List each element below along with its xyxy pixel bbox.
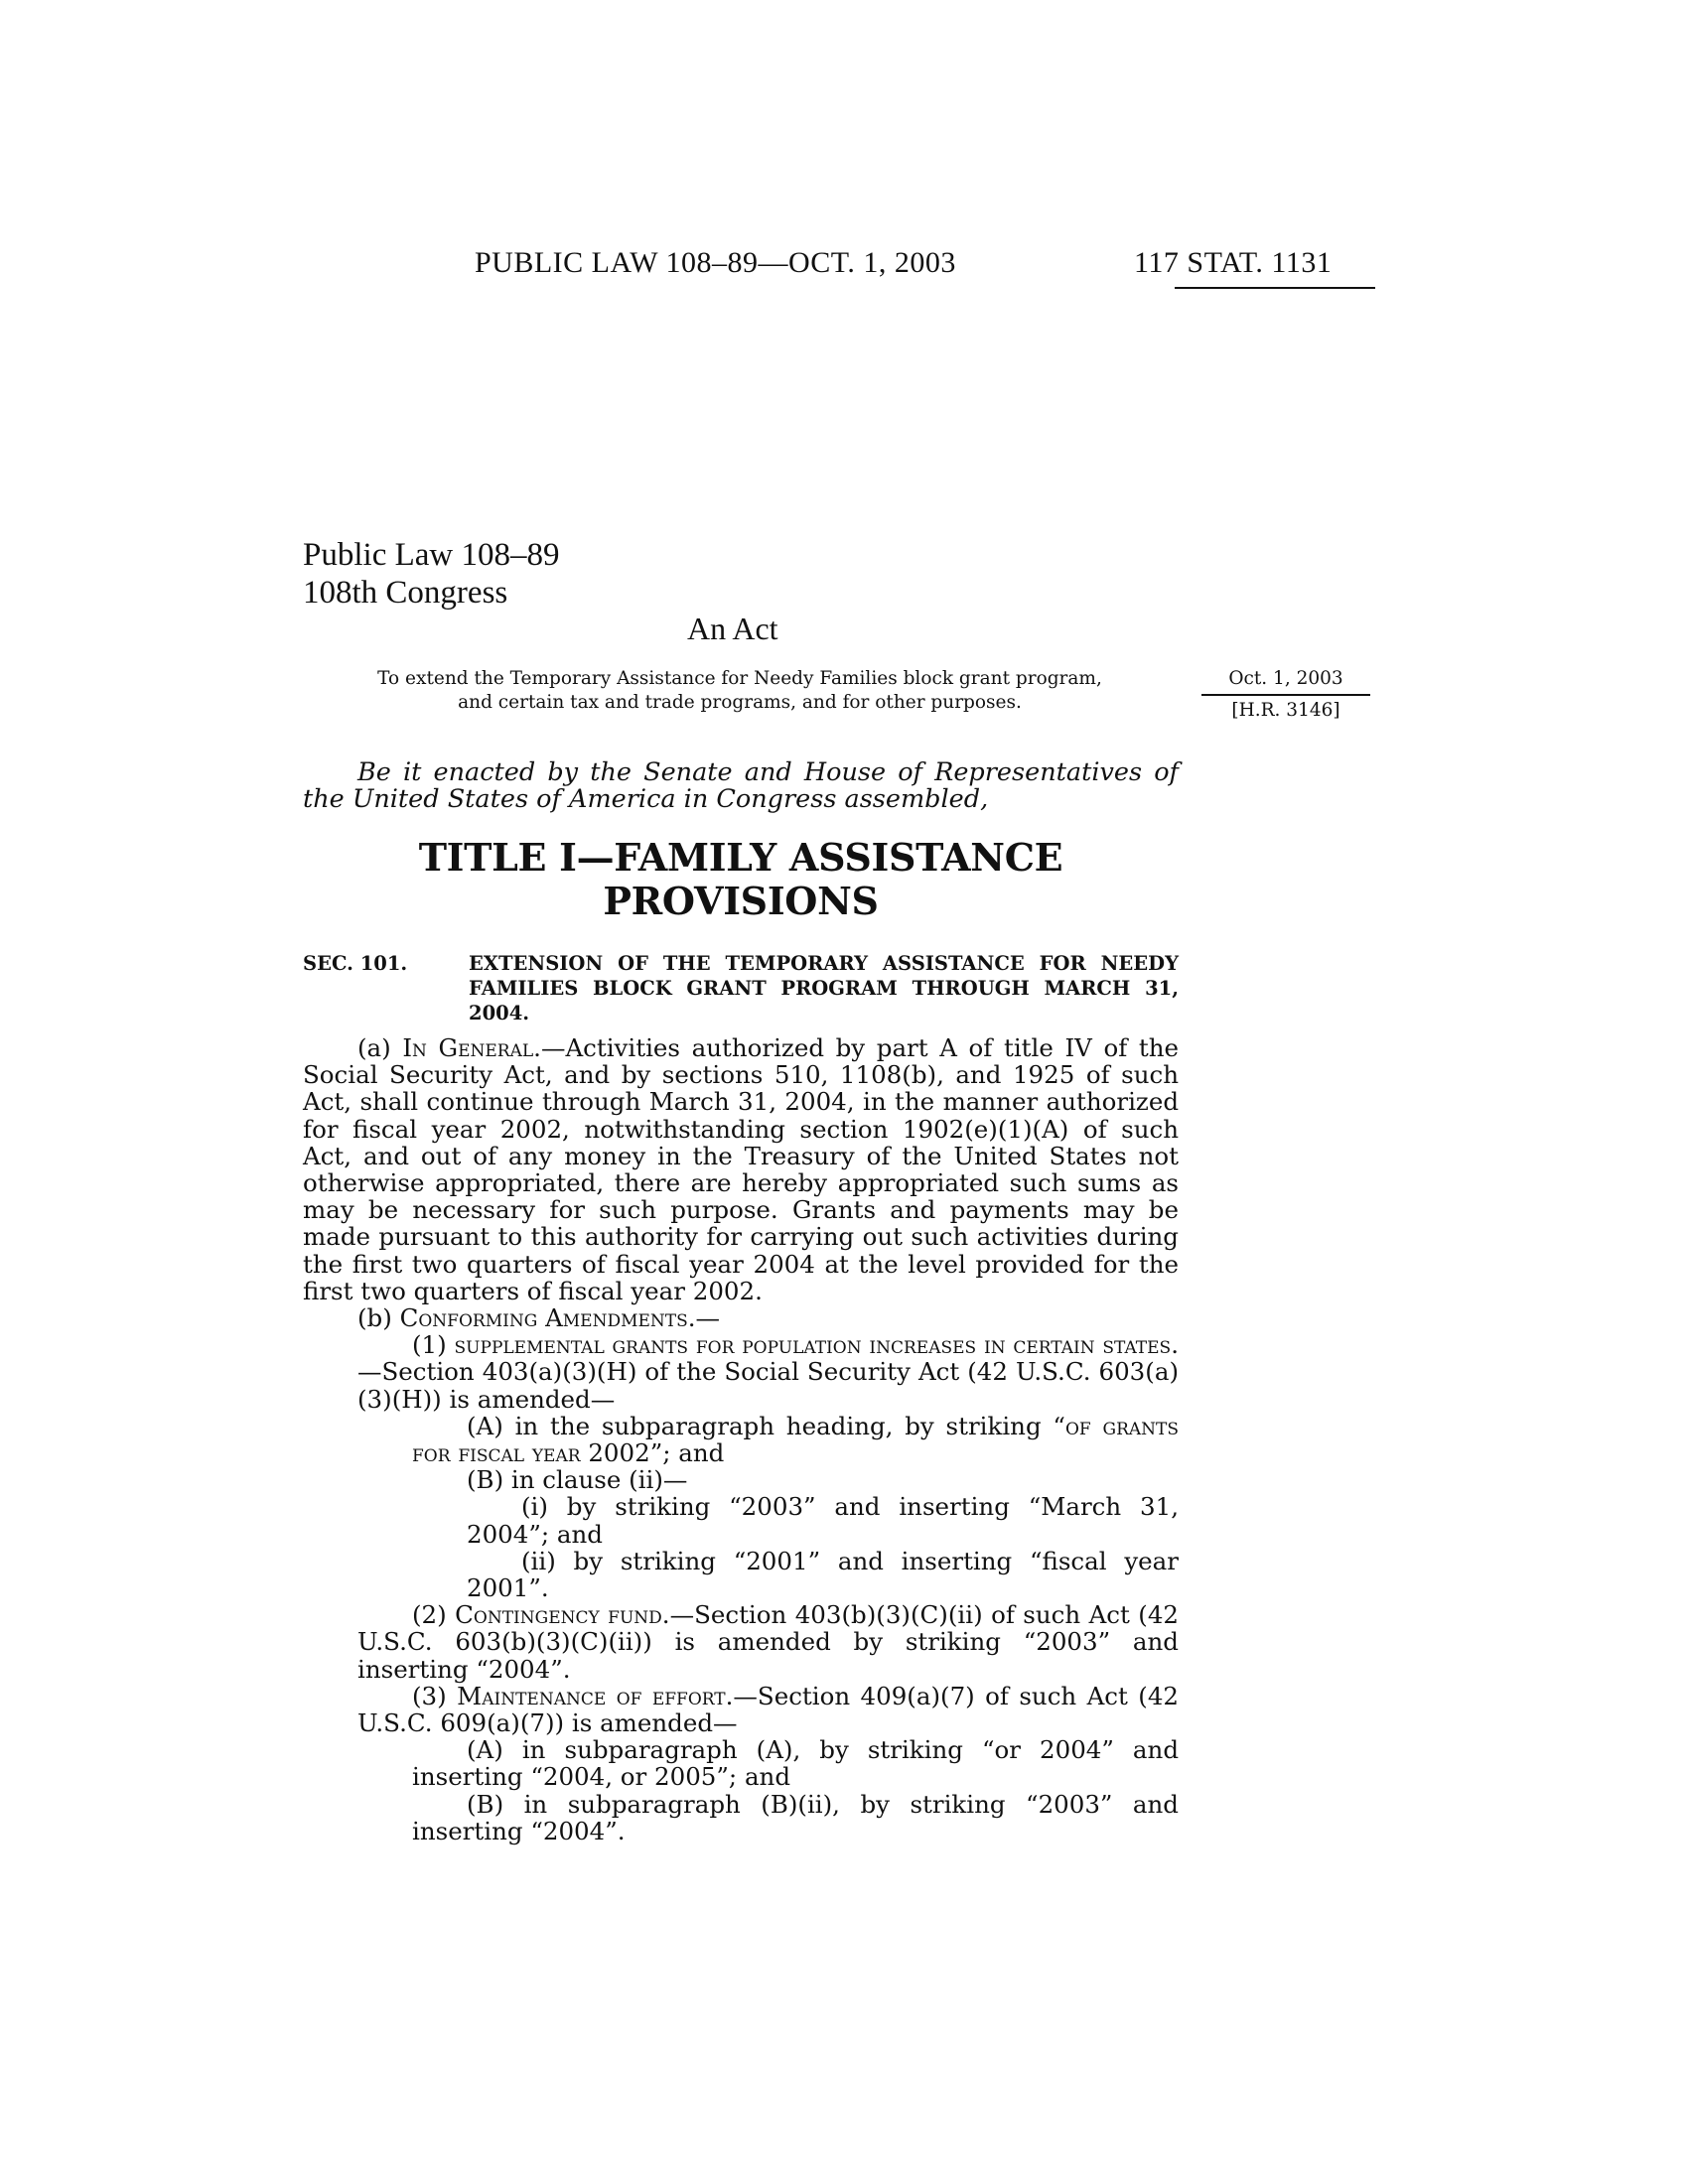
paragraph-2-text [357,1601,1179,1683]
title-heading [303,836,1179,923]
section-title: EXTENSION OF THE TEMPORARY ASSISTANCE FOR NEEDY FAMILIES BLOCK GRANT PROGRAM THROUGH MARCH 31, 2004. [469,952,1179,1024]
running-head-citation: PUBLIC LAW 108–89—OCT. 1, 2003 [475,246,956,279]
paragraph-3 [357,1683,1179,1736]
subparagraph-1-a-text [412,1413,1179,1466]
act-title: An Act [687,611,778,646]
running-head-rule [1175,287,1375,289]
subparagraph-3-b [412,1791,1179,1844]
subsection-a-label: (a) [357,1033,391,1062]
section-heading [303,951,1179,1025]
paragraph-2 [357,1601,1179,1683]
paragraph-1 [357,1331,1179,1413]
subparagraph-3-a-text: (A) in subparagraph (A), by striking “or 2004” and inserting “2004, or 2005”; and [412,1735,1179,1792]
enacting-clause-line-1: Be it enacted by the Senate and House of Representatives of [357,757,1179,787]
subsection-b [303,1304,1179,1331]
subparagraph-1-a-tail: ”; and [649,1438,725,1468]
running-head-stat-page: 117 STAT. 1131 [1134,246,1333,279]
clause-1-b-ii [467,1548,1179,1601]
clause-1-b-ii-text: (ii) by striking “2001” and inserting “fiscal year 2001”. [467,1546,1179,1603]
subparagraph-1-a [412,1413,1179,1466]
subsection-b-label: (b) [357,1303,392,1333]
paragraph-3-heading: Maintenance of effort [457,1681,726,1710]
enacting-clause [303,759,1179,813]
paragraph-2-heading: Contingency fund [455,1600,662,1630]
subsection-a-text: .—Activities authorized by part A of title IV of the Social Security Act, and by sections 510, 1108(b), and 1925 of such Act, shall continue through March 31, 2004, in the manner authorized for fiscal year 2002, notwithstanding section 1902(e)(1)(A) of such Act, and out of any money in the Treasury of the United States not otherwise appropriated, there are hereby appropriated such sums as may be necessary for such purpose. Grants and payments may be made pursuant to this authority for carrying out such activities during the first two quarters of fiscal year 2004 at the level provided for the first two quarters of fiscal year 2002. [303,1033,1179,1305]
paragraph-1-label: (1) [412,1330,447,1360]
clause-1-b-i-text: (i) by striking “2003” and inserting “March 31, 2004”; and [467,1492,1179,1549]
title-heading-line-2: PROVISIONS [603,879,879,923]
paragraph-1-body: .—Section 403(a)(3)(H) of the Social Security Act (42 U.S.C. 603(a)(3)(H)) is amended— [357,1330,1179,1414]
congress-number: 108th Congress [303,575,508,611]
subparagraph-3-a [412,1736,1179,1790]
law-number: Public Law 108–89 [303,537,560,573]
act-purpose [343,667,1137,715]
title-heading-line-1: TITLE I—FAMILY ASSISTANCE [418,835,1063,880]
struck-heading-text: of grants for fiscal year 2002 [412,1411,1180,1468]
clause-1-b-i [467,1493,1179,1547]
bill-number: [H.R. 3146] [1231,700,1340,721]
subsection-b-text: .— [687,1303,721,1333]
paragraph-3-label: (3) [412,1681,447,1710]
subparagraph-1-b-text: (B) in clause (ii)— [467,1465,688,1495]
subsection-a-heading: In General [402,1033,534,1062]
law-identification [303,536,559,612]
paragraph-3-body: .—Section 409(a)(7) of such Act (42 U.S.C. 609(a)(7)) is amended— [357,1681,1180,1738]
subsection-a [303,1034,1179,1304]
subsection-b-heading: Conforming Amendments [399,1303,688,1333]
margin-sidenote [1201,667,1370,723]
enactment-date: Oct. 1, 2003 [1201,667,1370,696]
paragraph-2-body: .—Section 403(b)(3)(C)(ii) of such Act (42 U.S.C. 603(b)(3)(C)(ii)) is amended by striking “2003” and inserting “2004”. [357,1600,1180,1684]
paragraph-1-text [357,1331,1179,1413]
paragraph-3-text [357,1683,1179,1736]
paragraph-1-heading: supplemental grants for population increases in certain states [454,1330,1172,1360]
subparagraph-1-b [412,1466,1179,1493]
paragraph-2-label: (2) [412,1600,447,1630]
purpose-line-2: and certain tax and trade programs, and for other purposes. [458,692,1022,713]
section-body [303,1034,1179,1844]
purpose-line-1: To extend the Temporary Assistance for Needy Families block grant program, [377,668,1102,689]
section-number: SEC. 101. [303,952,408,975]
enacting-clause-line-2: the United States of America in Congress assembled, [303,784,989,814]
subparagraph-1-a-lead: (A) in the subparagraph heading, by striking “ [467,1411,1065,1440]
subparagraph-3-b-text: (B) in subparagraph (B)(ii), by striking “2003” and inserting “2004”. [412,1789,1179,1845]
